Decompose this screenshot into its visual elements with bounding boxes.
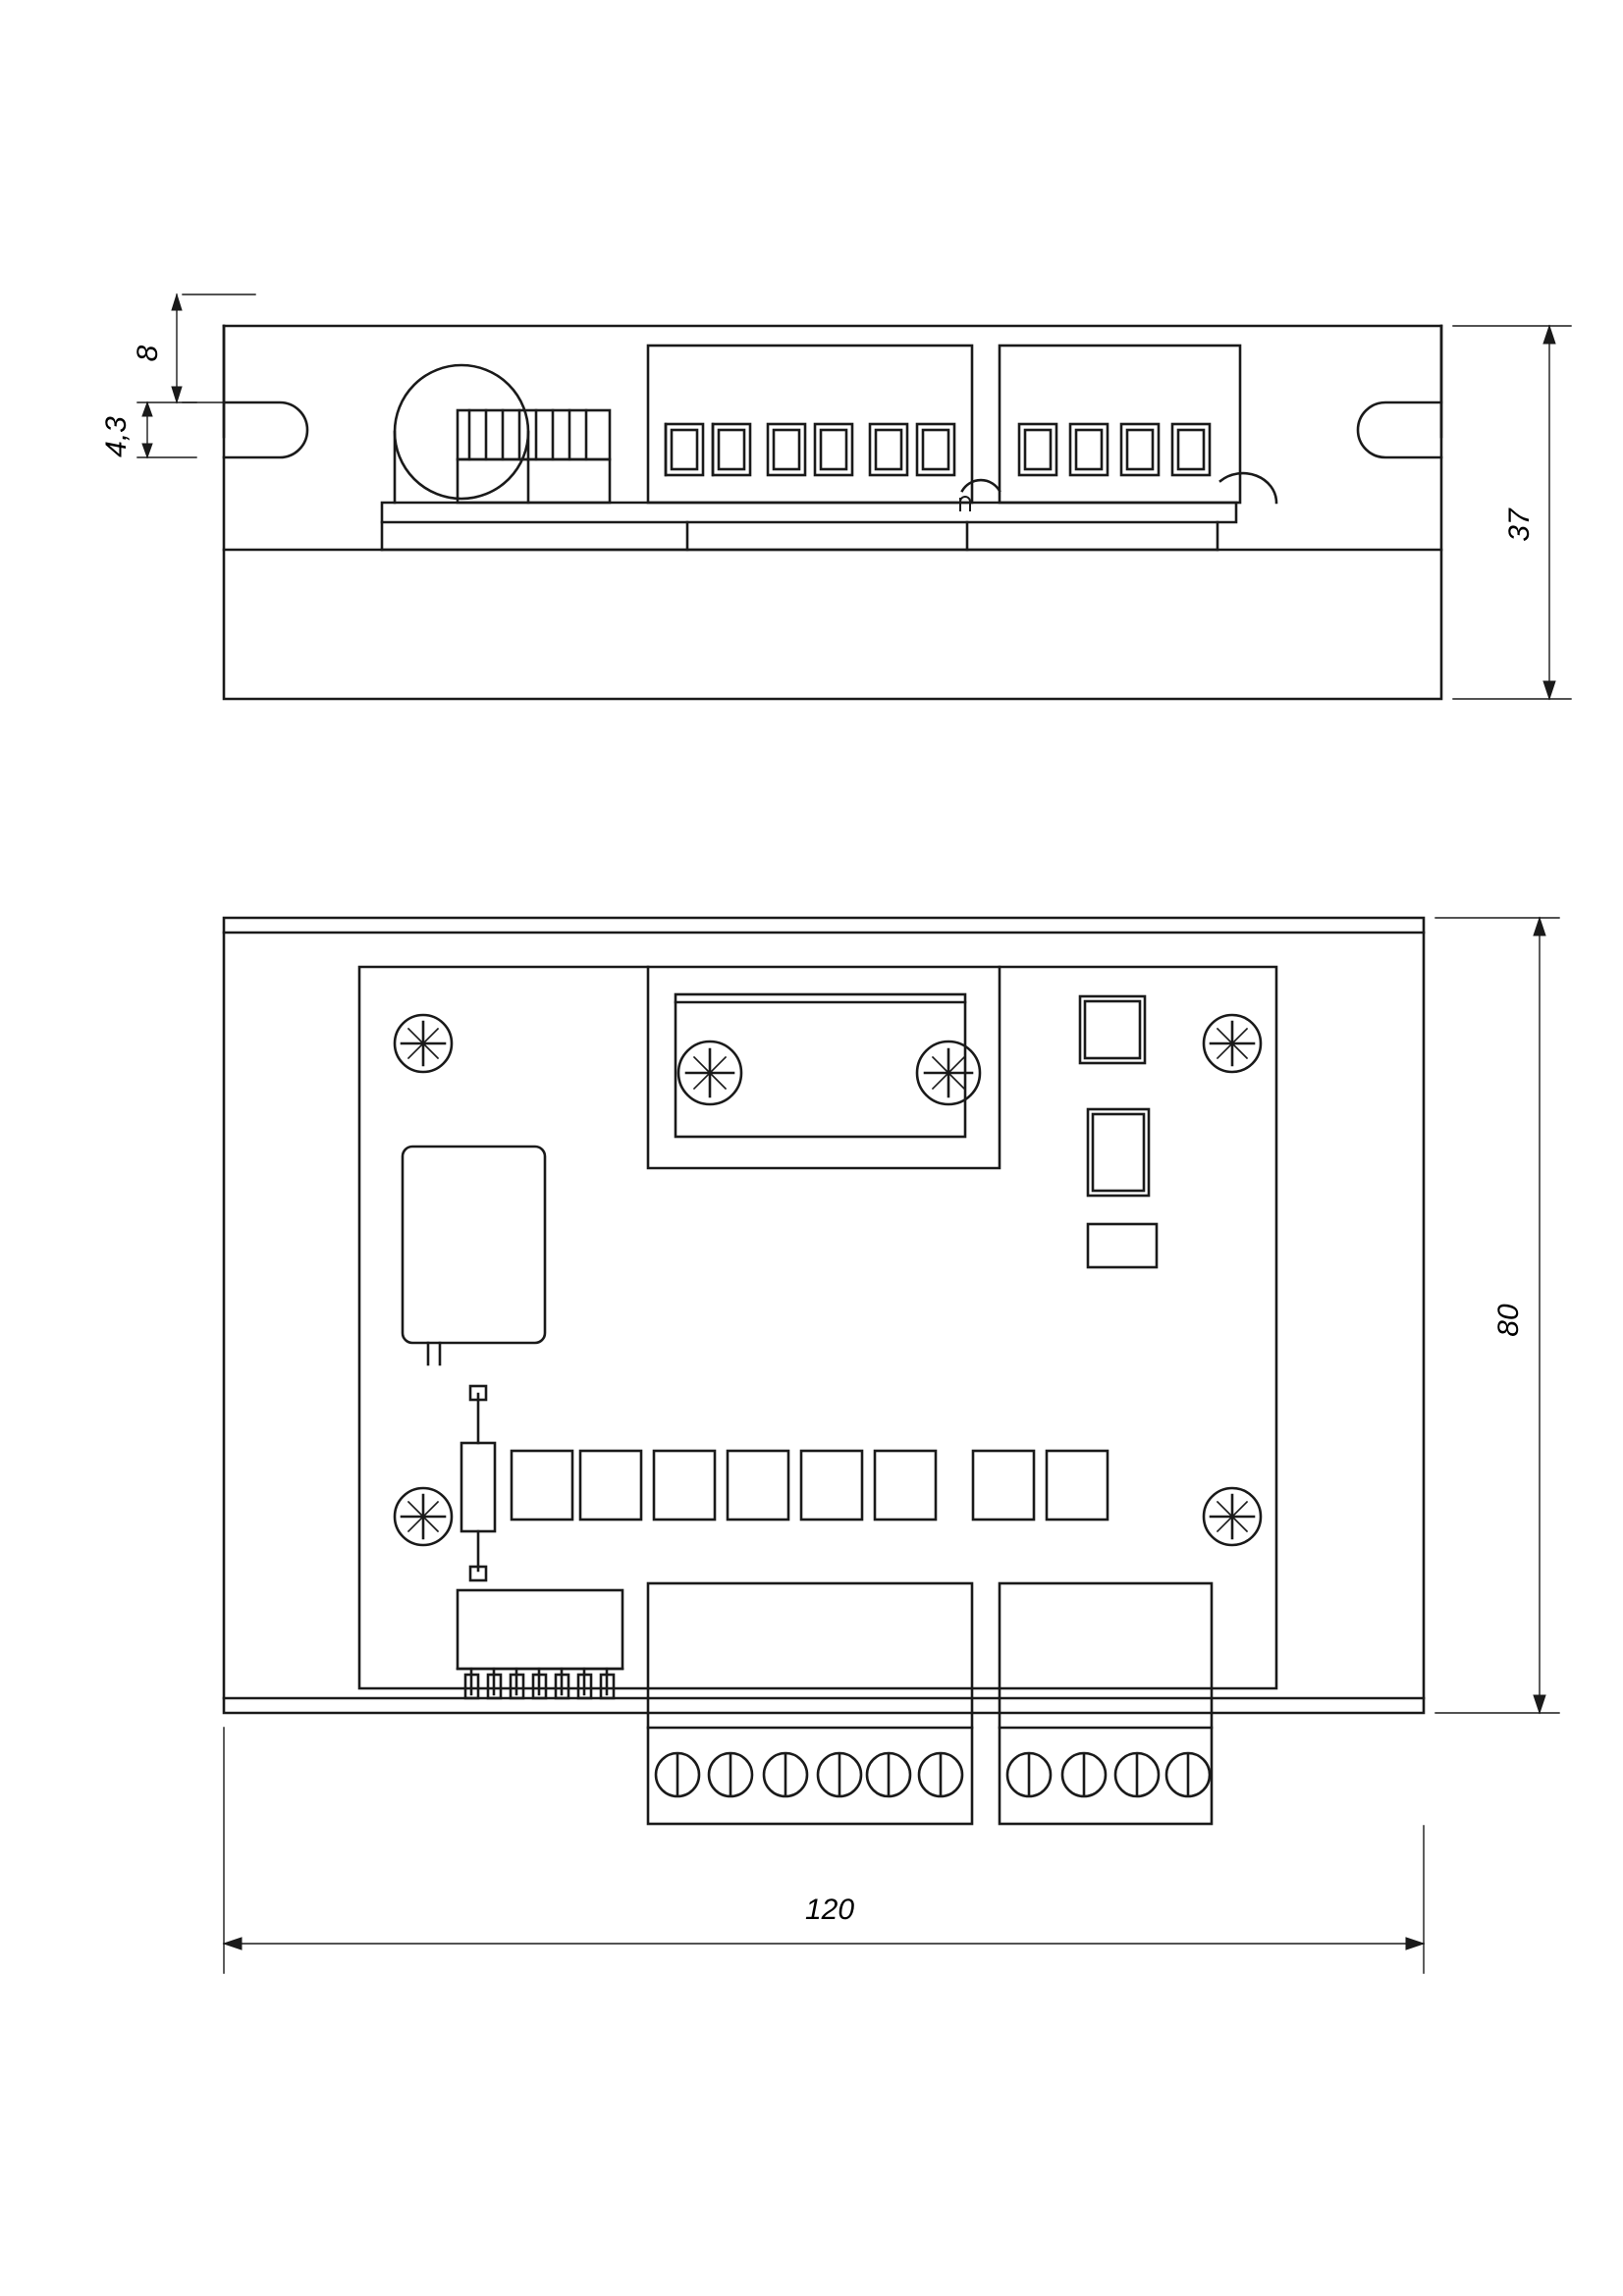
- terminal-screw: [656, 1753, 962, 1796]
- dimension-label-top-width: 120: [804, 1894, 855, 1926]
- side-elevation-view: [137, 294, 1571, 699]
- mounting-screw: [1204, 1488, 1261, 1545]
- mounting-screw: [1204, 1015, 1261, 1072]
- dimension-label-standoff: 8: [132, 345, 164, 362]
- mounting-screw: [395, 1488, 452, 1545]
- dimension-label-side-height: 37: [1503, 508, 1536, 542]
- mounting-screw: [395, 1015, 452, 1072]
- mounting-screw: [678, 1041, 741, 1104]
- terminal-screw: [1007, 1753, 1210, 1796]
- dimension-label-top-height: 80: [1492, 1304, 1525, 1337]
- mounting-screw: [917, 1041, 980, 1104]
- top-plan-view: [224, 918, 1559, 1973]
- dimension-label-tab: 4,3: [100, 416, 133, 457]
